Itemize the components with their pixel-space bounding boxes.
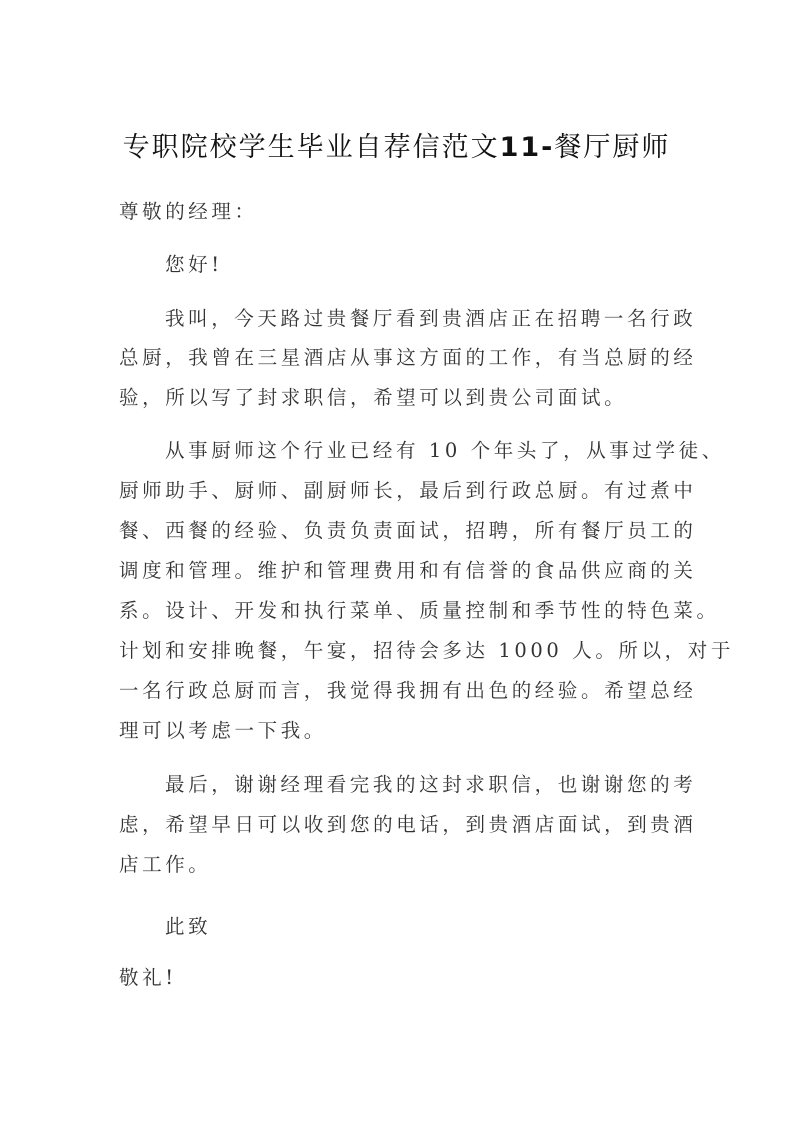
paragraph-3-line-3: 店工作。 [119, 853, 212, 876]
paragraph-2-line-1: 从事厨师这个行业已经有 10 个年头了，从事过学徒、 [165, 439, 725, 462]
document-title [0, 130, 793, 166]
closing: 此致 [165, 915, 212, 938]
salutation: 尊敬的经理： [119, 200, 258, 223]
paragraph-2-line-6: 计划和安排晚餐，午宴，招待会多达 1000 人。所以，对于 [119, 639, 734, 662]
title-suffix: 餐厅厨师 [554, 132, 671, 163]
paragraph-3-line-2: 虑，希望早日可以收到您的电话，到贵酒店面试，到贵酒 [119, 813, 697, 836]
regards: 敬礼! [119, 966, 177, 989]
paragraph-2-line-5: 系。设计、开发和执行菜单、质量控制和季节性的特色菜。 [119, 599, 720, 622]
paragraph-1-line-2: 总厨，我曾在三星酒店从事这方面的工作，有当总厨的经 [119, 346, 697, 369]
paragraph-2-line-7: 一名行政总厨而言，我觉得我拥有出色的经验。希望总经 [119, 679, 697, 702]
paragraph-1-line-1: 我叫，今天路过贵餐厅看到贵酒店正在招聘一名行政 [165, 307, 697, 330]
paragraph-2-line-3: 餐、西餐的经验、负责负责面试，招聘，所有餐厅员工的 [119, 519, 697, 542]
title-prefix: 专职院校学生毕业自荐信范文 [122, 132, 500, 163]
paragraph-2-line-2: 厨师助手、厨师、副厨师长，最后到行政总厨。有过煮中 [119, 479, 697, 502]
paragraph-1-line-3: 验，所以写了封求职信，希望可以到贵公司面试。 [119, 386, 628, 409]
paragraph-2-line-8: 理可以考虑一下我。 [119, 719, 327, 742]
paragraph-3-line-1: 最后，谢谢经理看完我的这封求职信，也谢谢您的考 [165, 773, 697, 796]
greeting: 您好! [165, 253, 223, 276]
title-number: 11- [499, 132, 555, 163]
paragraph-2-line-4: 调度和管理。维护和管理费用和有信誉的食品供应商的关 [119, 559, 697, 582]
